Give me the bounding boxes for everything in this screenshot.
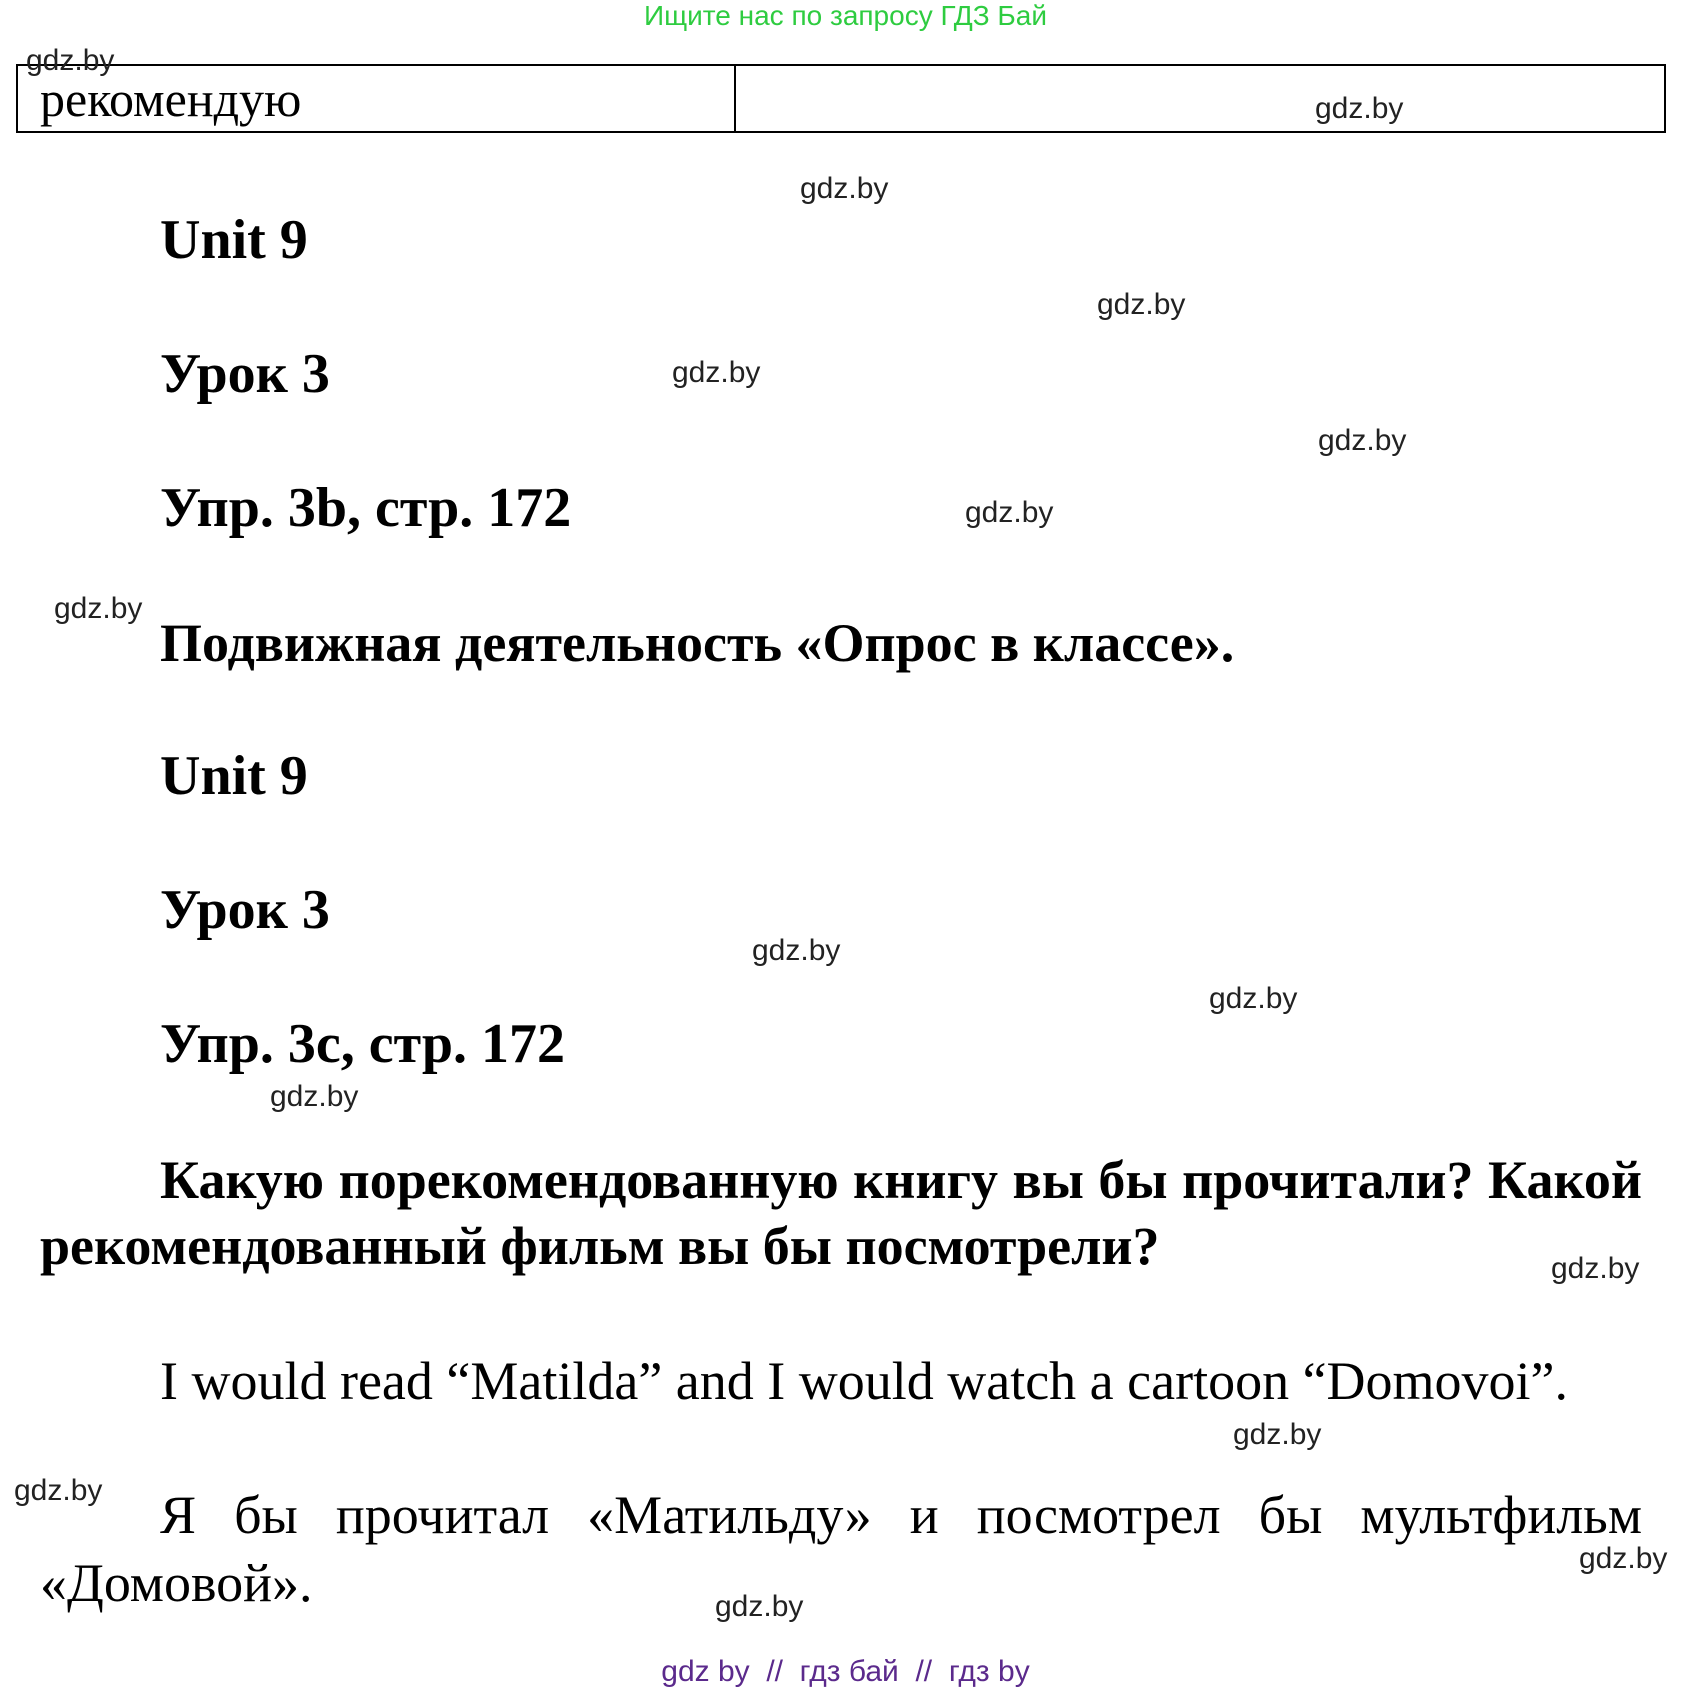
lesson-heading-1: Урок 3: [160, 343, 330, 405]
watermark: gdz.by: [14, 1474, 103, 1507]
watermark: gdz.by: [752, 934, 841, 967]
lesson-heading-2: Урок 3: [160, 879, 330, 941]
watermark: gdz.by: [1209, 982, 1298, 1015]
watermark: gdz.by: [1097, 288, 1186, 321]
watermark: gdz.by: [54, 592, 143, 625]
watermark: gdz.by: [715, 1590, 804, 1623]
task-text-1: Подвижная деятельность «Опрос в классе».: [160, 613, 1235, 673]
table-cell-empty: [736, 66, 1664, 131]
footer-links: gdz by // гдз бай // гдз by: [661, 1655, 1030, 1688]
watermark: gdz.by: [800, 172, 889, 205]
watermark: gdz.by: [26, 44, 115, 77]
exercise-heading-2: Упр. 3c, стр. 172: [160, 1013, 565, 1075]
watermark: gdz.by: [270, 1080, 359, 1113]
unit-heading-2: Unit 9: [160, 745, 308, 807]
table-cell-word: рекомендую: [18, 66, 736, 131]
watermark: gdz.by: [1318, 424, 1407, 457]
watermark: gdz.by: [1233, 1418, 1322, 1451]
watermark: gdz.by: [1315, 92, 1404, 125]
word-table: [16, 64, 1666, 133]
unit-heading-1: Unit 9: [160, 209, 308, 271]
watermark: gdz.by: [672, 356, 761, 389]
exercise-heading-1: Упр. 3b, стр. 172: [160, 477, 572, 539]
watermark: gdz.by: [1551, 1252, 1640, 1285]
watermark: gdz.by: [1579, 1542, 1668, 1575]
watermark: gdz.by: [965, 496, 1054, 529]
answer-english: I would read “Matilda” and I would watch a cartoon “Domovoi”.: [160, 1351, 1569, 1411]
task-text-2: Какую порекомендованную книгу вы бы прочитали? Какой рекомендованный фильм вы бы посмотрели?: [40, 1150, 1642, 1276]
top-banner: Ищите нас по запросу ГДЗ Бай: [643, 0, 1048, 31]
answer-russian: Я бы прочитал «Матильду» и посмотрел бы мультфильм «Домовой».: [40, 1485, 1642, 1613]
